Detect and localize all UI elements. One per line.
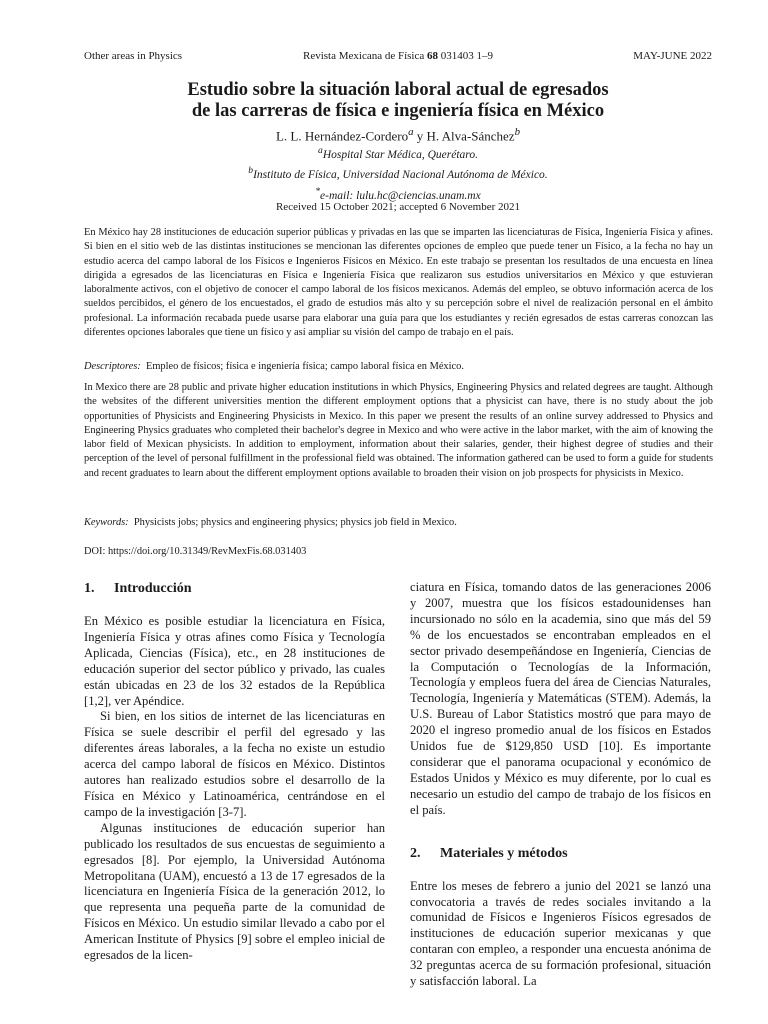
abstract-spanish: En México hay 28 instituciones de educación superior públicas y privadas en las que se imparten las licenciaturas de Física, Ingeniería Física y afines. Si bien en el sitio web de las distintas instituciones se mencionan las diferentes opciones de empleo que puede tener un Físico, a la fecha no hay un estudio acerca del campo laboral de los Físicos e Ingenieros Físicos en México. En este trabajo se presentan los resultados de una encuesta en línea dirigida a egresados de las licenciaturas en Física e Ingeniería Física que realizaron sus estudios universitarios en México y que estuvieran laboralmente activos, con el objetivo de conocer el campo laboral de los físicos mexicanos. Además del empleo, se obtuvo información acerca de los sueldos percibidos, el género de los encuestados, el grado de estudios más alto y su percepción sobre el nivel de realización personal en el ámbito profesional. La información recabada puede usarse para elaborar una guía para que los estudiantes y recién egresados de estas carreras conozcan las diferentes opciones laborales que tiene un físico y así ampliar su visión del campo de trabajo en el país. [84,227,713,339]
doi-line: DOI: https://doi.org/10.31349/RevMexFis.68.031403 [84,546,307,557]
contact-email: e-mail: lulu.hc@ciencias.unam.mx [320,189,481,202]
spacer [410,863,711,879]
article-title [84,80,712,122]
affiliation-line [84,163,712,183]
abstract-english: In Mexico there are 28 public and private higher education institutions in which Physics, Engineering Physics and related degrees are taught. Although the websites of the different universities mention the different employment options that a physicist can have, there is no study about the job opportunities of Physicists and Engineering Physicists in Mexico. In this paper we present the results of an online survey addressed to Physics and Engineering Physics graduates who completed their bachelor's degree in Mexico and who were active in the labor market, with the aim of knowing the labor field of Mexican physicists. In addition to employment, information about their salaries, gender, their highest degree of studies and their perception of the level of personal fulfillment in the professional field was obtained. The information gathered can be used to form a guide for students and recent graduates to learn about the different employment options available to broaden their vision on job prospects for physicists in Mexico. [84,382,713,479]
header-section-label: Other areas in Physics [84,50,183,62]
section-number: 1. [84,581,95,596]
keywords-line [84,516,713,530]
header-volume: 68 [427,50,439,62]
keywords-label: Keywords: [84,517,129,528]
author-name: H. Alva-Sánchez [426,128,515,144]
spacer [84,598,385,614]
header-issue-date: MAY-JUNE 2022 [633,50,712,62]
header-journal-name: Revista Mexicana de Física [302,50,425,62]
affiliation-mark: * [315,185,321,197]
left-column [84,580,385,964]
author-list [84,124,712,144]
section-heading-materiales-metodos [410,845,711,863]
section-heading-introduccion [84,580,385,598]
header-article-number: 031403 1–9 [440,50,494,62]
paragraph: Algunas instituciones de educación superior han publicado los resultados de sus encuestas de seguimiento a egresados [8]. Por ejemplo, la Universidad Autónoma Metropolitana (UAM), encuestó a 13 de 17 egresados de la licenciatura en Ingeniería Física de la generación 2012, lo que representa una pequeña parte de la comunidad de Físicos en México. Un estudio similar llevado a cabo por el American Institute of Physics [9] sobre el empleo inicial de egresados de la licen- [84,820,385,963]
affiliation-list [84,143,712,204]
section-title: Introducción [114,581,192,596]
header-journal-citation [84,48,712,64]
affiliation-mark: b [248,165,254,177]
title-line-1: Estudio sobre la situación laboral actual de egresados [187,80,609,100]
paragraph: Entre los meses de febrero a junio del 2021 se lanzó una convocatoria a través de redes sociales invitando a la comunidad de Físicos e Ingenieros Físicos egresados de instituciones de educación superior mexicanas y que contaran con empleo, a responder una encuesta anónima de 32 preguntas acerca de su formación profesional, situación y satisfacción laboral. La [410,878,711,989]
affiliation-text: Hospital Star Médica, Querétaro. [322,148,478,161]
section-title: Materiales y métodos [440,845,568,861]
running-header [84,48,712,64]
author-affiliation-mark: b [514,126,521,138]
descriptores-line [84,360,713,374]
spacer [410,819,711,845]
right-column [410,580,711,990]
author-name: L. L. Hernández-Cordero [275,128,409,144]
affiliation-text: Instituto de Física, Universidad Nacional Autónoma de México. [253,169,548,182]
author-affiliation-mark: a [408,126,414,138]
author-connector: y [413,128,427,144]
affiliation-mark: a [318,145,323,156]
title-line-2: de las carreras de física e ingeniería física en México [191,101,605,121]
section-number: 2. [410,845,421,861]
received-dates: Received 15 October 2021; accepted 6 November 2021 [275,201,521,213]
paragraph: Si bien, en los sitios de internet de las licenciaturas en Física se suele describir el perfil del egresado y las diferentes áreas laborales, a la fecha no existe un estudio acerca del campo laboral de físicos en México. Distintos autores han realizado estudios sobre el desarrollo de la Física en México y Latinoamérica, centrándose en el campo de la investigación [3-7]. [84,709,385,819]
paragraph: En México es posible estudiar la licenciatura en Física, Ingeniería Física y otras afines como Física y Tecnología Aplicada, Ciencias (Física), etc., en 28 instituciones de educación superior del sector público y privado, las cuales están ubicadas en 23 de los 32 estados de la República [1,2], ver Apéndice. [84,614,385,708]
descriptores-text: Empleo de físicos; física e ingeniería física; campo laboral física en México. [145,361,464,372]
descriptores-label: Descriptores: [84,361,141,372]
paragraph: ciatura en Física, tomando datos de las generaciones 2006 y 2007, muestra que los físicos estadounidenses han incursionado no sólo en la academia, sino que más del 59 % de los encuestados se encontraban empleados en el sector privado desempeñándose en Ingeniería, Ciencias de la Computación o Tecnologías de la Información, Tecnología y empleos fuera del área de Ciencias Naturales, Tecnología, Ingeniería y Matemáticas (STEM). Además, la U.S. Bureau of Labor Statistics mostró que para mayo de 2020 el ingreso promedio anual de los físicos en Estados Unidos fue de $129,850 USD [10]. Es importante considerar que el panorama ocupacional y económico de Estados Unidos y México es muy diferente, por lo cual es necesario un estudio del campo de trabajo de los físicos en el país. [410,580,711,817]
keywords-text: Physicists jobs; physics and engineering physics; physics job field in Mexico. [133,517,457,528]
affiliation-line [84,143,712,163]
